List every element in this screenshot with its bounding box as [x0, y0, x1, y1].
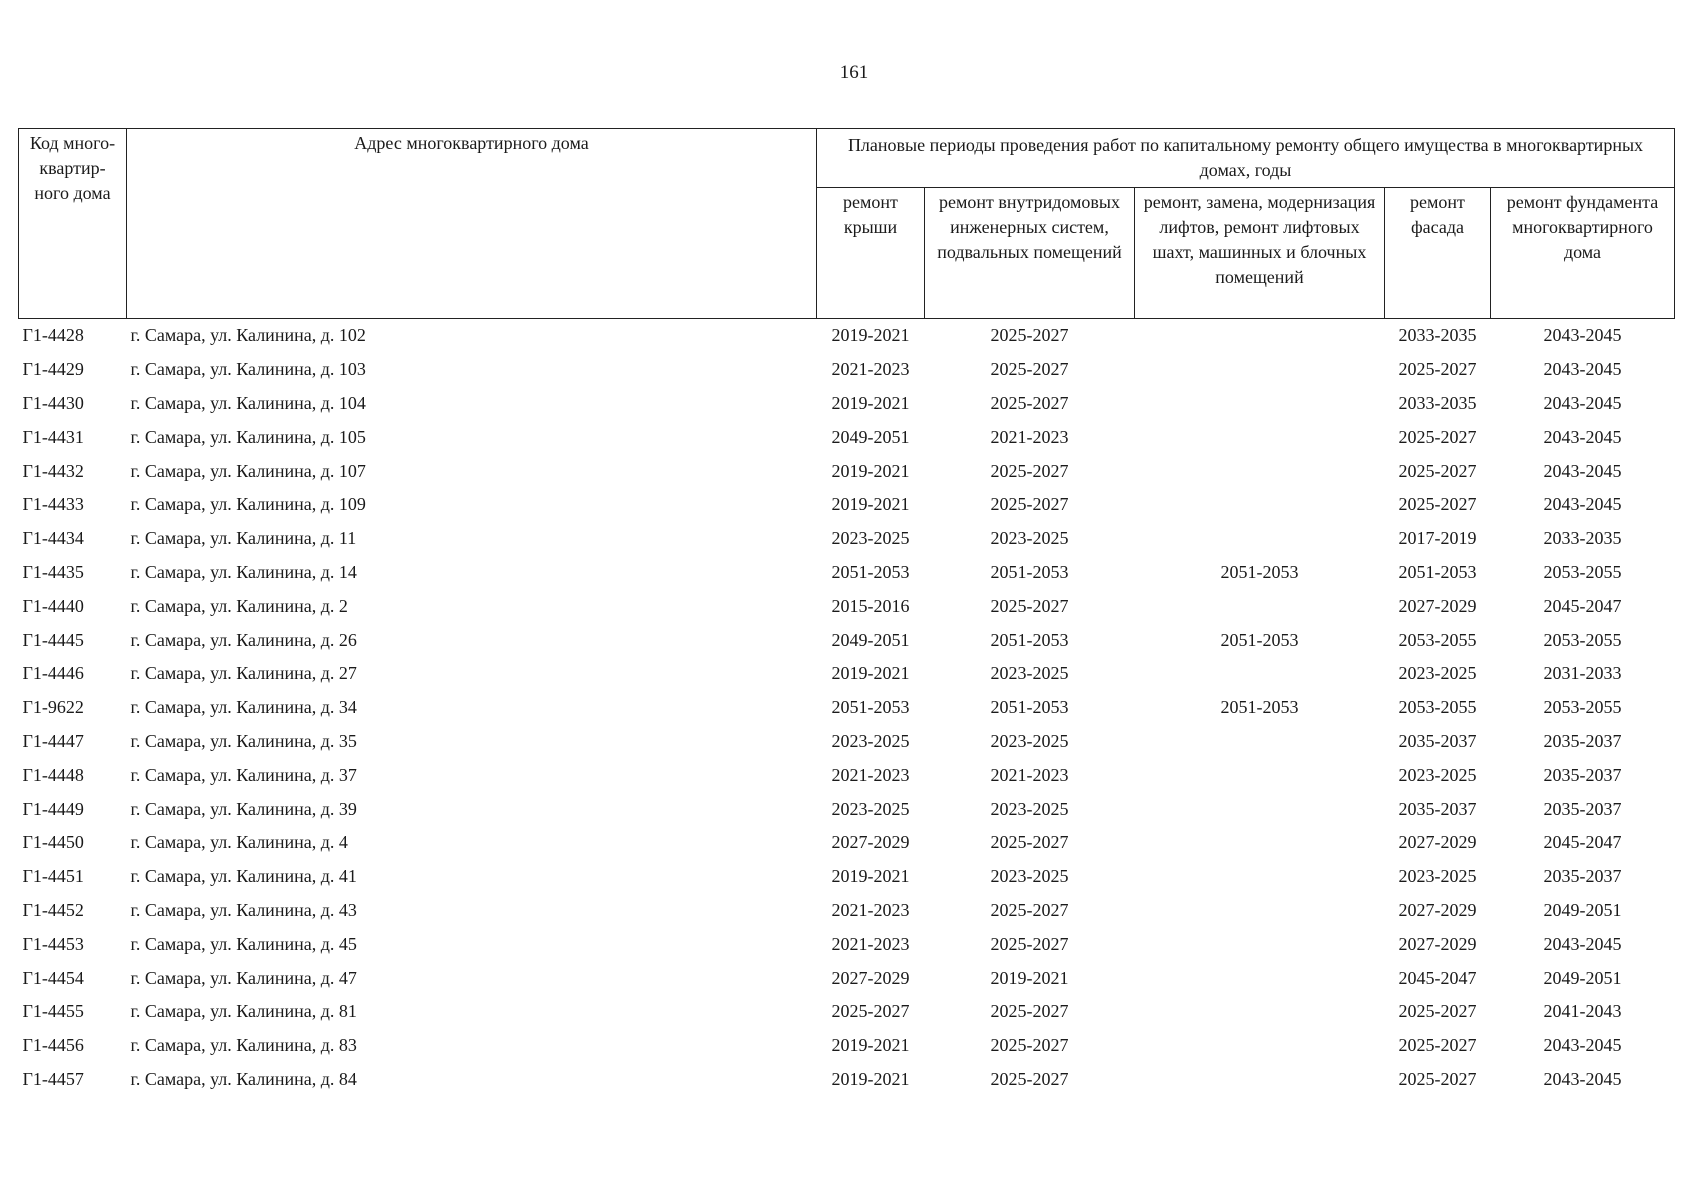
cell-roof: 2049-2051	[831, 629, 910, 650]
header-periods-label: Плановые периоды проведения работ по капитальному ремонту общего имущества в многоквартирных домах, годы	[847, 135, 1644, 180]
cell-address: г. Самара, ул. Калинина, д. 43	[130, 899, 357, 920]
header-roof	[817, 188, 925, 319]
cell-address: г. Самара, ул. Калинина, д. 39	[130, 798, 357, 819]
cell-code: Г1-4457	[22, 1068, 84, 1089]
cell-engineering: 2025-2027	[990, 595, 1069, 616]
cell-code: Г1-4456	[22, 1035, 84, 1056]
cell-lifts	[1135, 353, 1385, 387]
cell-lifts	[1135, 522, 1385, 556]
cell-roof: 2019-2021	[831, 494, 910, 515]
cell-code: Г1-4449	[22, 798, 84, 819]
cell-foundation: 2053-2055	[1543, 629, 1622, 650]
table-row	[19, 894, 1675, 928]
cell-lifts	[1135, 589, 1385, 623]
table-row	[19, 522, 1675, 556]
cell-facade: 2017-2019	[1398, 528, 1477, 549]
cell-code: Г1-4433	[22, 494, 84, 515]
cell-roof: 2019-2021	[831, 1068, 910, 1089]
cell-address: г. Самара, ул. Калинина, д. 11	[130, 528, 357, 549]
cell-facade: 2035-2037	[1398, 730, 1477, 751]
cell-foundation: 2043-2045	[1543, 426, 1622, 447]
cell-facade: 2025-2027	[1398, 1035, 1477, 1056]
cell-engineering: 2051-2053	[990, 629, 1069, 650]
cell-lifts	[1135, 725, 1385, 759]
table-body	[19, 319, 1675, 1097]
header-facade	[1385, 188, 1491, 319]
table-row	[19, 961, 1675, 995]
cell-facade: 2025-2027	[1398, 1068, 1477, 1089]
cell-engineering: 2025-2027	[990, 832, 1069, 853]
table-row	[19, 927, 1675, 961]
cell-lifts	[1135, 387, 1385, 421]
cell-lifts	[1135, 420, 1385, 454]
cell-roof: 2021-2023	[831, 933, 910, 954]
cell-foundation: 2043-2045	[1543, 392, 1622, 413]
cell-engineering: 2021-2023	[990, 426, 1069, 447]
cell-address: г. Самара, ул. Калинина, д. 104	[130, 392, 366, 413]
cell-code: Г1-4451	[22, 866, 84, 887]
header-address	[127, 129, 817, 319]
page-number: 161	[839, 62, 869, 83]
table-row	[19, 691, 1675, 725]
cell-address: г. Самара, ул. Калинина, д. 81	[130, 1001, 357, 1022]
cell-engineering: 2025-2027	[990, 325, 1069, 346]
cell-lifts	[1135, 995, 1385, 1029]
cell-facade: 2027-2029	[1398, 832, 1477, 853]
cell-facade: 2025-2027	[1398, 1001, 1477, 1022]
cell-facade: 2023-2025	[1398, 866, 1477, 887]
cell-code: Г1-4430	[22, 392, 84, 413]
header-engineering-label: ремонт внутридомовых инженерных систем, подвальных помещений	[937, 192, 1122, 262]
cell-address: г. Самара, ул. Калинина, д. 47	[130, 967, 357, 988]
cell-address: г. Самара, ул. Калинина, д. 41	[130, 866, 357, 887]
cell-engineering: 2023-2025	[990, 798, 1069, 819]
cell-roof: 2019-2021	[831, 1035, 910, 1056]
cell-code: Г1-4431	[22, 426, 84, 447]
header-code	[19, 129, 127, 319]
cell-engineering: 2025-2027	[990, 899, 1069, 920]
cell-roof: 2027-2029	[831, 967, 910, 988]
cell-lifts	[1135, 657, 1385, 691]
cell-foundation: 2049-2051	[1543, 899, 1622, 920]
cell-lifts	[1135, 758, 1385, 792]
cell-facade: 2051-2053	[1398, 561, 1477, 582]
cell-facade: 2033-2035	[1398, 325, 1477, 346]
cell-roof: 2019-2021	[831, 866, 910, 887]
cell-roof: 2021-2023	[831, 764, 910, 785]
cell-foundation: 2035-2037	[1543, 798, 1622, 819]
cell-facade: 2027-2029	[1398, 595, 1477, 616]
cell-foundation: 2045-2047	[1543, 832, 1622, 853]
cell-lifts	[1135, 961, 1385, 995]
cell-roof: 2023-2025	[831, 730, 910, 751]
cell-address: г. Самара, ул. Калинина, д. 27	[130, 663, 357, 684]
cell-facade: 2033-2035	[1398, 392, 1477, 413]
table-row	[19, 454, 1675, 488]
cell-foundation: 2043-2045	[1543, 933, 1622, 954]
header-lifts	[1135, 188, 1385, 319]
cell-foundation: 2053-2055	[1543, 697, 1622, 718]
cell-engineering: 2025-2027	[990, 359, 1069, 380]
cell-code: Г1-4435	[22, 561, 84, 582]
cell-code: Г1-4432	[22, 460, 84, 481]
cell-roof: 2021-2023	[831, 359, 910, 380]
table-row	[19, 725, 1675, 759]
cell-facade: 2025-2027	[1398, 460, 1477, 481]
cell-engineering: 2019-2021	[990, 967, 1069, 988]
cell-code: Г1-4448	[22, 764, 84, 785]
cell-foundation: 2043-2045	[1543, 460, 1622, 481]
cell-engineering: 2051-2053	[990, 561, 1069, 582]
cell-foundation: 2035-2037	[1543, 764, 1622, 785]
cell-address: г. Самара, ул. Калинина, д. 102	[130, 325, 366, 346]
cell-code: Г1-4450	[22, 832, 84, 853]
header-lifts-label: ремонт, замена, модернизация лифтов, ремонт лифтовых шахт, машинных и блочных помещений	[1143, 192, 1376, 287]
cell-roof: 2021-2023	[831, 899, 910, 920]
cell-roof: 2049-2051	[831, 426, 910, 447]
cell-foundation: 2031-2033	[1543, 663, 1622, 684]
cell-address: г. Самара, ул. Калинина, д. 14	[130, 561, 357, 582]
cell-roof: 2027-2029	[831, 832, 910, 853]
cell-code: Г1-4447	[22, 730, 84, 751]
repair-schedule-table	[18, 128, 1675, 1096]
cell-facade: 2023-2025	[1398, 663, 1477, 684]
cell-foundation: 2043-2045	[1543, 1035, 1622, 1056]
header-foundation	[1491, 188, 1675, 319]
cell-engineering: 2025-2027	[990, 1001, 1069, 1022]
cell-foundation: 2049-2051	[1543, 967, 1622, 988]
table-row	[19, 589, 1675, 623]
cell-foundation: 2035-2037	[1543, 730, 1622, 751]
table-row	[19, 860, 1675, 894]
cell-lifts	[1135, 454, 1385, 488]
cell-foundation: 2045-2047	[1543, 595, 1622, 616]
cell-roof: 2015-2016	[831, 595, 910, 616]
cell-code: Г1-4434	[22, 528, 84, 549]
cell-code: Г1-4453	[22, 933, 84, 954]
cell-code: Г1-4429	[22, 359, 84, 380]
cell-facade: 2025-2027	[1398, 494, 1477, 515]
cell-foundation: 2043-2045	[1543, 325, 1622, 346]
cell-address: г. Самара, ул. Калинина, д. 107	[130, 460, 366, 481]
cell-engineering: 2025-2027	[990, 933, 1069, 954]
cell-engineering: 2023-2025	[990, 663, 1069, 684]
table-row	[19, 556, 1675, 590]
cell-facade: 2045-2047	[1398, 967, 1477, 988]
cell-address: г. Самара, ул. Калинина, д. 4	[130, 832, 348, 853]
header-address-label: Адрес многоквартирного дома	[354, 133, 589, 153]
cell-lifts	[1135, 860, 1385, 894]
cell-engineering: 2025-2027	[990, 1035, 1069, 1056]
header-engineering	[925, 188, 1135, 319]
cell-engineering: 2023-2025	[990, 730, 1069, 751]
table-row	[19, 623, 1675, 657]
cell-engineering: 2025-2027	[990, 1068, 1069, 1089]
table-row	[19, 319, 1675, 353]
header-roof-label: ремонт крыши	[843, 192, 898, 237]
cell-address: г. Самара, ул. Калинина, д. 83	[130, 1035, 357, 1056]
cell-code: Г1-4445	[22, 629, 84, 650]
cell-foundation: 2041-2043	[1543, 1001, 1622, 1022]
cell-address: г. Самара, ул. Калинина, д. 105	[130, 426, 366, 447]
cell-facade: 2035-2037	[1398, 798, 1477, 819]
table-row	[19, 792, 1675, 826]
cell-address: г. Самара, ул. Калинина, д. 45	[130, 933, 357, 954]
cell-address: г. Самара, ул. Калинина, д. 84	[130, 1068, 357, 1089]
cell-address: г. Самара, ул. Калинина, д. 2	[130, 595, 348, 616]
cell-lifts	[1135, 927, 1385, 961]
table-row	[19, 995, 1675, 1029]
cell-lifts	[1135, 1029, 1385, 1063]
cell-engineering: 2023-2025	[990, 528, 1069, 549]
cell-address: г. Самара, ул. Калинина, д. 37	[130, 764, 357, 785]
cell-foundation: 2043-2045	[1543, 359, 1622, 380]
header-periods	[817, 129, 1675, 188]
table-row	[19, 826, 1675, 860]
cell-lifts	[1135, 1063, 1385, 1097]
cell-engineering: 2051-2053	[990, 697, 1069, 718]
cell-code: Г1-4440	[22, 595, 84, 616]
cell-code: Г1-4454	[22, 967, 84, 988]
cell-address: г. Самара, ул. Калинина, д. 103	[130, 359, 366, 380]
cell-facade: 2025-2027	[1398, 359, 1477, 380]
cell-foundation: 2035-2037	[1543, 866, 1622, 887]
cell-code: Г1-4455	[22, 1001, 84, 1022]
cell-lifts	[1135, 488, 1385, 522]
cell-address: г. Самара, ул. Калинина, д. 35	[130, 730, 357, 751]
cell-roof: 2051-2053	[831, 697, 910, 718]
cell-lifts	[1135, 894, 1385, 928]
table-header	[19, 129, 1675, 319]
table-row	[19, 387, 1675, 421]
table-row	[19, 657, 1675, 691]
cell-address: г. Самара, ул. Калинина, д. 34	[130, 697, 357, 718]
cell-foundation: 2033-2035	[1543, 528, 1622, 549]
cell-address: г. Самара, ул. Калинина, д. 109	[130, 494, 366, 515]
cell-foundation: 2053-2055	[1543, 561, 1622, 582]
table-row	[19, 1029, 1675, 1063]
cell-roof: 2025-2027	[831, 1001, 910, 1022]
cell-lifts: 2051-2053	[1220, 561, 1299, 582]
cell-lifts: 2051-2053	[1220, 629, 1299, 650]
table-row	[19, 758, 1675, 792]
cell-engineering: 2025-2027	[990, 460, 1069, 481]
cell-code: Г1-4428	[22, 325, 84, 346]
cell-facade: 2027-2029	[1398, 899, 1477, 920]
header-facade-label: ремонт фасада	[1410, 192, 1465, 237]
cell-facade: 2053-2055	[1398, 629, 1477, 650]
cell-code: Г1-4446	[22, 663, 84, 684]
cell-roof: 2023-2025	[831, 798, 910, 819]
table-row	[19, 420, 1675, 454]
cell-roof: 2019-2021	[831, 460, 910, 481]
cell-code: Г1-9622	[22, 697, 84, 718]
cell-foundation: 2043-2045	[1543, 1068, 1622, 1089]
table-row	[19, 1063, 1675, 1097]
cell-facade: 2025-2027	[1398, 426, 1477, 447]
cell-roof: 2019-2021	[831, 663, 910, 684]
cell-lifts	[1135, 319, 1385, 353]
cell-engineering: 2025-2027	[990, 392, 1069, 413]
cell-engineering: 2023-2025	[990, 866, 1069, 887]
table-row	[19, 488, 1675, 522]
table-row	[19, 353, 1675, 387]
cell-foundation: 2043-2045	[1543, 494, 1622, 515]
cell-roof: 2019-2021	[831, 392, 910, 413]
cell-lifts	[1135, 826, 1385, 860]
cell-roof: 2019-2021	[831, 325, 910, 346]
cell-lifts	[1135, 792, 1385, 826]
header-code-label: Код много- квартир- ного дома	[29, 133, 116, 203]
cell-roof: 2051-2053	[831, 561, 910, 582]
cell-address: г. Самара, ул. Калинина, д. 26	[130, 629, 357, 650]
header-foundation-label: ремонт фундамента многоквартирного дома	[1506, 192, 1659, 262]
cell-engineering: 2025-2027	[990, 494, 1069, 515]
cell-facade: 2023-2025	[1398, 764, 1477, 785]
cell-code: Г1-4452	[22, 899, 84, 920]
cell-roof: 2023-2025	[831, 528, 910, 549]
cell-facade: 2027-2029	[1398, 933, 1477, 954]
cell-facade: 2053-2055	[1398, 697, 1477, 718]
cell-lifts: 2051-2053	[1220, 697, 1299, 718]
cell-engineering: 2021-2023	[990, 764, 1069, 785]
